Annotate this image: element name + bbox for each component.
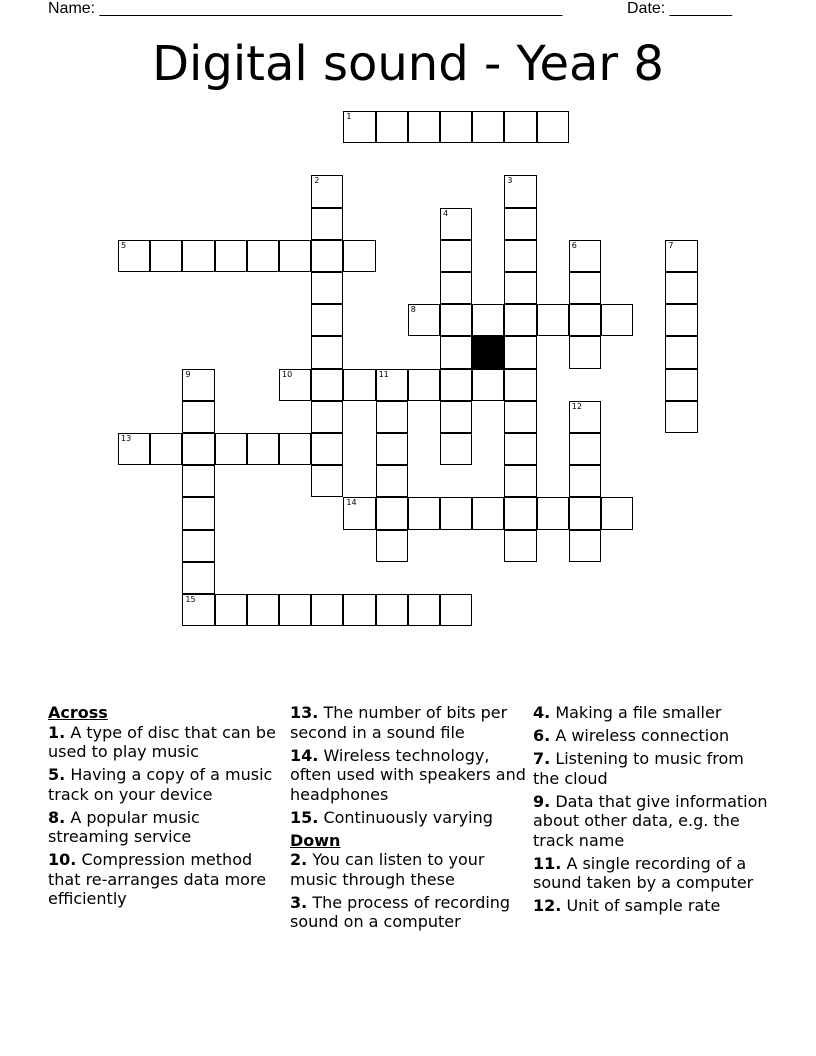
clue-number-label: 11. [533,853,562,873]
down-clue-list [290,850,526,932]
clue-number: 10 [282,369,293,379]
crossword-cell[interactable] [504,465,536,497]
crossword-cell[interactable] [311,594,343,626]
crossword-cell[interactable] [376,594,408,626]
crossword-cell[interactable] [569,465,601,497]
clue-number-label: 4. [533,703,551,722]
clue-column-2 [290,703,526,935]
crossword-cell[interactable] [408,111,440,143]
puzzle-title: Digital sound - Year 8 [152,36,664,92]
crossword-cell[interactable] [343,594,375,626]
crossword-cell[interactable] [665,240,697,272]
clue-text: A single recording of a sound taken by a computer [533,853,754,892]
clue-number-label: 15. [290,807,319,827]
crossword-cell[interactable] [569,240,601,272]
crossword-cell[interactable] [215,240,247,272]
crossword-cell[interactable] [343,240,375,272]
crossword-cell[interactable] [504,369,536,401]
crossword-cell[interactable] [279,240,311,272]
across-clue-list [48,723,284,909]
crossword-cell[interactable] [504,175,536,207]
clue-number-label: 6. [533,726,551,745]
clue-number: 9 [185,369,191,379]
clue-number: 4 [443,208,449,218]
crossword-cell[interactable] [504,304,536,336]
crossword-cell[interactable] [537,497,569,529]
crossword-cell[interactable] [343,369,375,401]
crossword-cell[interactable] [311,336,343,368]
clue-number-label: 14. [290,745,319,765]
clue-text: Having a copy of a music track on your device [48,765,273,804]
clue-number: 7 [668,240,674,250]
crossword-cell[interactable] [311,465,343,497]
crossword-cell[interactable] [440,369,472,401]
crossword-cell[interactable] [472,111,504,143]
crossword-cell[interactable] [182,497,214,529]
crossword-cell[interactable] [440,336,472,368]
crossword-cell[interactable] [376,465,408,497]
clue-text: You can listen to your music through these [290,850,485,889]
crossword-cell[interactable] [376,401,408,433]
crossword-cell[interactable] [569,336,601,368]
crossword-cell[interactable] [537,111,569,143]
crossword-cell[interactable] [311,175,343,207]
clue-number: 13 [121,434,132,443]
clue [533,854,773,893]
crossword-cell[interactable] [440,208,472,240]
crossword-cell[interactable] [504,401,536,433]
date-field-line: Date: _______ [627,0,732,17]
crossword-cell[interactable] [247,594,279,626]
clue-number-label: 7. [533,749,551,768]
crossword-cell[interactable] [504,208,536,240]
clue [290,703,526,742]
crossword-cell[interactable] [311,433,343,465]
clue [290,746,526,805]
crossword-cell[interactable] [182,433,214,465]
clue-text: Unit of sample rate [566,896,721,915]
clue-number-label: 5. [48,765,66,784]
crossword-cell[interactable] [311,401,343,433]
clue-number: 1 [346,112,352,121]
crossword-cell[interactable] [279,594,311,626]
crossword-cell[interactable] [182,530,214,562]
clue-number: 2 [314,176,320,186]
crossword-cell[interactable] [504,240,536,272]
crossword-cell[interactable] [665,272,697,304]
clue-number-label: 12. [533,896,562,915]
crossword-cell[interactable] [376,369,408,401]
clue [48,765,284,804]
crossword-cell[interactable] [569,497,601,529]
clue [533,703,773,723]
clue-number: 6 [571,240,577,250]
crossword-cell[interactable] [343,497,375,529]
crossword-cell[interactable] [569,530,601,562]
crossword-cell[interactable] [504,530,536,562]
crossword-cell[interactable] [311,369,343,401]
clue-column-3 [533,703,773,919]
crossword-cell[interactable] [665,401,697,433]
crossword-cell[interactable] [150,433,182,465]
crossword-cell[interactable] [215,433,247,465]
clue-text: A type of disc that can be used to play music [48,722,276,761]
clue-number-label: 10. [48,850,77,869]
clue [290,893,526,932]
crossword-cell[interactable] [182,465,214,497]
clue-number-label: 8. [48,807,66,827]
crossword-cell[interactable] [440,240,472,272]
clue-number-label: 9. [533,791,551,811]
crossword-cell[interactable] [311,208,343,240]
clue-number-label: 13. [290,703,319,722]
crossword-cell[interactable] [569,304,601,336]
crossword-cell[interactable] [440,433,472,465]
crossword-cell[interactable] [472,497,504,529]
clue-number: 14 [346,498,357,508]
crossword-cell[interactable] [182,562,214,594]
clue [533,792,773,851]
crossword-cell[interactable] [376,530,408,562]
crossword-cell[interactable] [601,497,633,529]
crossword-cell[interactable] [408,497,440,529]
clue-text: The number of bits per second in a sound file [290,703,508,742]
clue-text: A popular music streaming service [48,807,200,846]
clue-number: 8 [410,305,416,315]
clue [290,808,526,828]
clue-text: A wireless connection [555,726,730,745]
crossword-cell[interactable] [408,304,440,336]
crossword-cell[interactable] [440,401,472,433]
crossword-cell[interactable] [569,401,601,433]
clue-text: Wireless technology, often used with speakers and headphones [290,745,526,804]
clue-text: Compression method that re-arranges data more efficiently [48,850,267,908]
clue-number: 5 [121,240,127,250]
crossword-cell[interactable] [569,272,601,304]
clue [48,723,284,762]
crossword-cell[interactable] [182,240,214,272]
crossword-cell[interactable] [601,304,633,336]
clue-text: Making a file smaller [555,703,722,722]
crossword-cell[interactable] [311,272,343,304]
crossword-cell[interactable] [408,594,440,626]
crossword-cell[interactable] [504,433,536,465]
black-square [472,336,504,368]
down-heading: Down [290,830,341,850]
crossword-cell[interactable] [182,594,214,626]
crossword-cell[interactable] [665,369,697,401]
crossword-cell[interactable] [665,336,697,368]
crossword-cell[interactable] [118,433,150,465]
clue-number-label: 1. [48,722,66,742]
name-field-line: Name: ____________________________________________________ [48,0,563,17]
clue-text: Data that give information about other data, e.g. the track name [533,791,768,850]
crossword-cell[interactable] [279,433,311,465]
clue-text: Listening to music from the cloud [533,749,744,788]
crossword-cell[interactable] [408,369,440,401]
crossword-cell[interactable] [311,304,343,336]
clue-text: The process of recording sound on a computer [290,892,511,931]
crossword-cell[interactable] [182,401,214,433]
crossword-cell[interactable] [665,304,697,336]
crossword-cell[interactable] [504,111,536,143]
clue-text: Continuously varying [323,807,493,827]
crossword-cell[interactable] [440,272,472,304]
down-clue-list-continued [533,703,773,916]
crossword-cell[interactable] [118,240,150,272]
crossword-cell[interactable] [279,369,311,401]
clue-column-1 [48,703,284,912]
clue [290,850,526,889]
crossword-cell[interactable] [215,594,247,626]
crossword-cell[interactable] [504,497,536,529]
clue [533,896,773,916]
across-heading: Across [48,703,108,722]
clue [533,749,773,788]
crossword-cell[interactable] [150,240,182,272]
crossword-cell[interactable] [247,433,279,465]
clue [533,726,773,746]
crossword-cell[interactable] [311,240,343,272]
crossword-cell[interactable] [376,111,408,143]
crossword-cell[interactable] [440,304,472,336]
crossword-cell[interactable] [440,497,472,529]
clue-number-label: 3. [290,892,308,912]
crossword-cell[interactable] [440,594,472,626]
clue-number: 15 [185,595,196,604]
crossword-cell[interactable] [569,433,601,465]
clue-number: 12 [571,401,582,411]
crossword-cell[interactable] [376,497,408,529]
crossword-cell[interactable] [504,336,536,368]
crossword-cell[interactable] [472,304,504,336]
crossword-cell[interactable] [472,369,504,401]
crossword-cell[interactable] [537,304,569,336]
clue-number-label: 2. [290,850,308,869]
crossword-cell[interactable] [182,369,214,401]
crossword-cell[interactable] [376,433,408,465]
across-clue-list-continued [290,703,526,827]
crossword-cell[interactable] [247,240,279,272]
clue [48,808,284,847]
clue [48,850,284,909]
clue-number: 3 [507,176,513,186]
clue-number: 11 [378,369,389,379]
crossword-cell[interactable] [343,111,375,143]
crossword-cell[interactable] [504,272,536,304]
crossword-cell[interactable] [440,111,472,143]
